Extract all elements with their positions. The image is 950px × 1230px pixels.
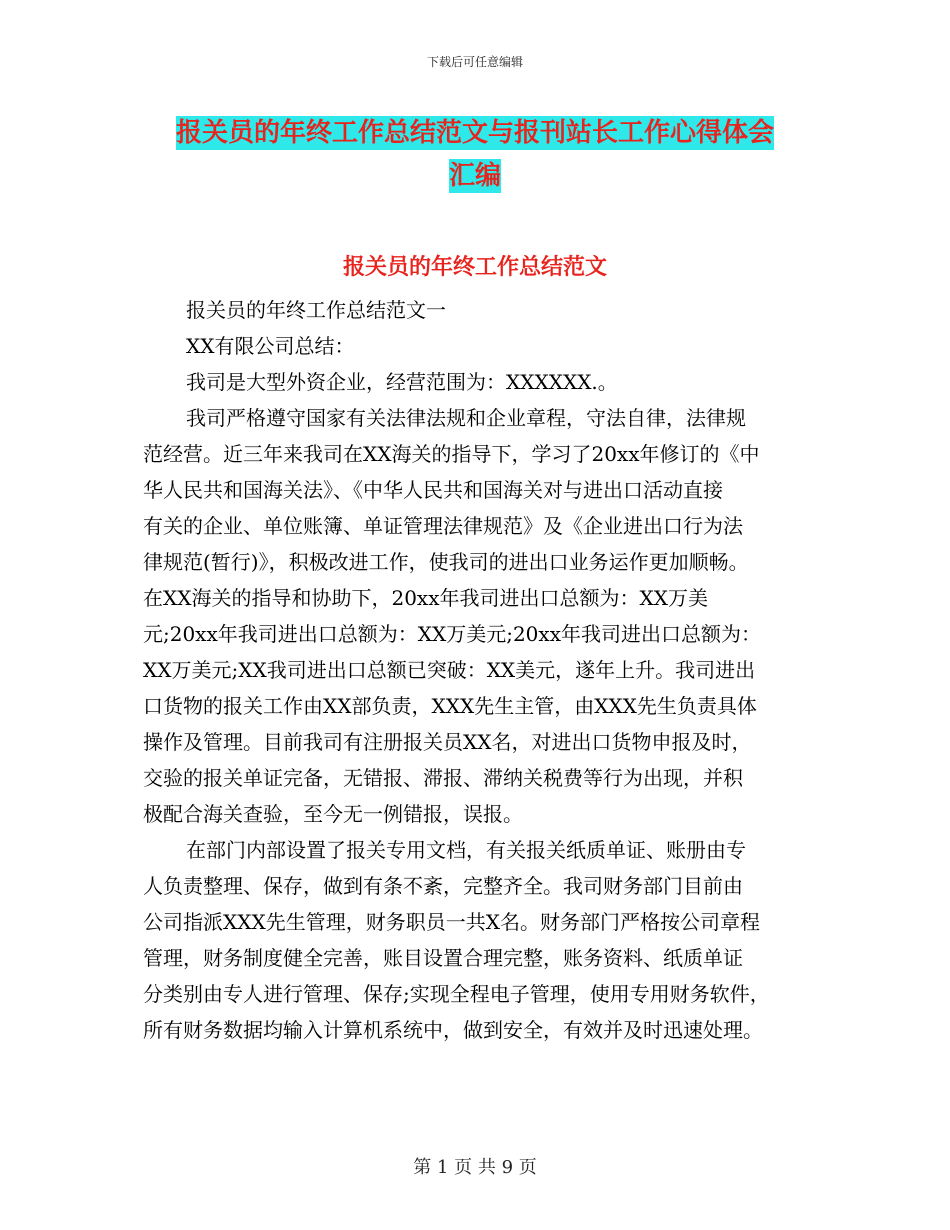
document-title-line-2: 汇编 — [448, 161, 501, 191]
paragraph-line: 交验的报关单证完备，无错报、滞报、滞纳关税费等行为出现，并积 — [143, 766, 743, 790]
paragraph-line: 操作及管理。目前我司有注册报关员XX名，对进出口货物申报及时， — [143, 730, 752, 754]
paragraph-line: 律规范(暂行)》，积极改进工作，使我司的进出口业务运作更加顺畅。 — [143, 550, 749, 574]
paragraph-line: 管理，财务制度健全完善，账目设置合理完整，账务资料、纸质单证 — [143, 946, 743, 970]
paragraph-line: 口货物的报关工作由XX部负责，XXX先生主管，由XXX先生负责具体 — [143, 694, 757, 718]
paragraph-line: 华人民共和国海关法》、《中华人民共和国海关对与进出口活动直接 — [143, 478, 723, 502]
body-text — [143, 292, 823, 1048]
paragraph-line: XX有限公司总结： — [186, 334, 355, 358]
paragraph-line: 在部门内部设置了报关专用文档，有关报关纸质单证、账册由专 — [186, 838, 746, 862]
page-number-footer: 第 1 页 共 9 页 — [413, 1157, 537, 1178]
header-note: 下载后可任意编辑 — [426, 55, 523, 69]
paragraph-line: 公司指派XXX先生管理，财务职员一共X名。财务部门严格按公司章程 — [143, 910, 760, 934]
paragraph-line: 在XX海关的指导和协助下，20xx年我司进出口总额为：XX万美 — [143, 586, 708, 610]
section-title: 报关员的年终工作总结范文 — [342, 255, 607, 280]
paragraph-line: 元;20xx年我司进出口总额为：XX万美元;20xx年我司进出口总额为： — [143, 622, 761, 646]
paragraph-line: 我司是大型外资企业，经营范围为：XXXXXX.。 — [186, 370, 618, 394]
paragraph-line: 我司严格遵守国家有关法律法规和企业章程，守法自律，法律规 — [186, 406, 746, 430]
paragraph-line: 报关员的年终工作总结范文一 — [186, 298, 446, 322]
document-title-line-1: 报关员的年终工作总结范文与报刊站长工作心得体会 — [175, 118, 774, 148]
paragraph-line: 人负责整理、保存，做到有条不紊，完整齐全。我司财务部门目前由 — [143, 874, 743, 898]
paragraph-line: 分类别由专人进行管理、保存;实现全程电子管理，使用专用财务软件， — [143, 982, 770, 1006]
paragraph-line: 范经营。近三年来我司在XX海关的指导下，学习了20xx年修订的《中 — [143, 442, 760, 466]
paragraph-line: 所有财务数据均输入计算机系统中，做到安全，有效并及时迅速处理。 — [143, 1018, 763, 1042]
paragraph-line: XX万美元;XX我司进出口总额已突破：XX美元，遂年上升。我司进出 — [143, 658, 756, 682]
paragraph-line: 有关的企业、单位账簿、单证管理法律规范》及《企业进出口行为法 — [143, 514, 743, 538]
paragraph-line: 极配合海关查验，至今无一例错报，误报。 — [143, 802, 523, 826]
